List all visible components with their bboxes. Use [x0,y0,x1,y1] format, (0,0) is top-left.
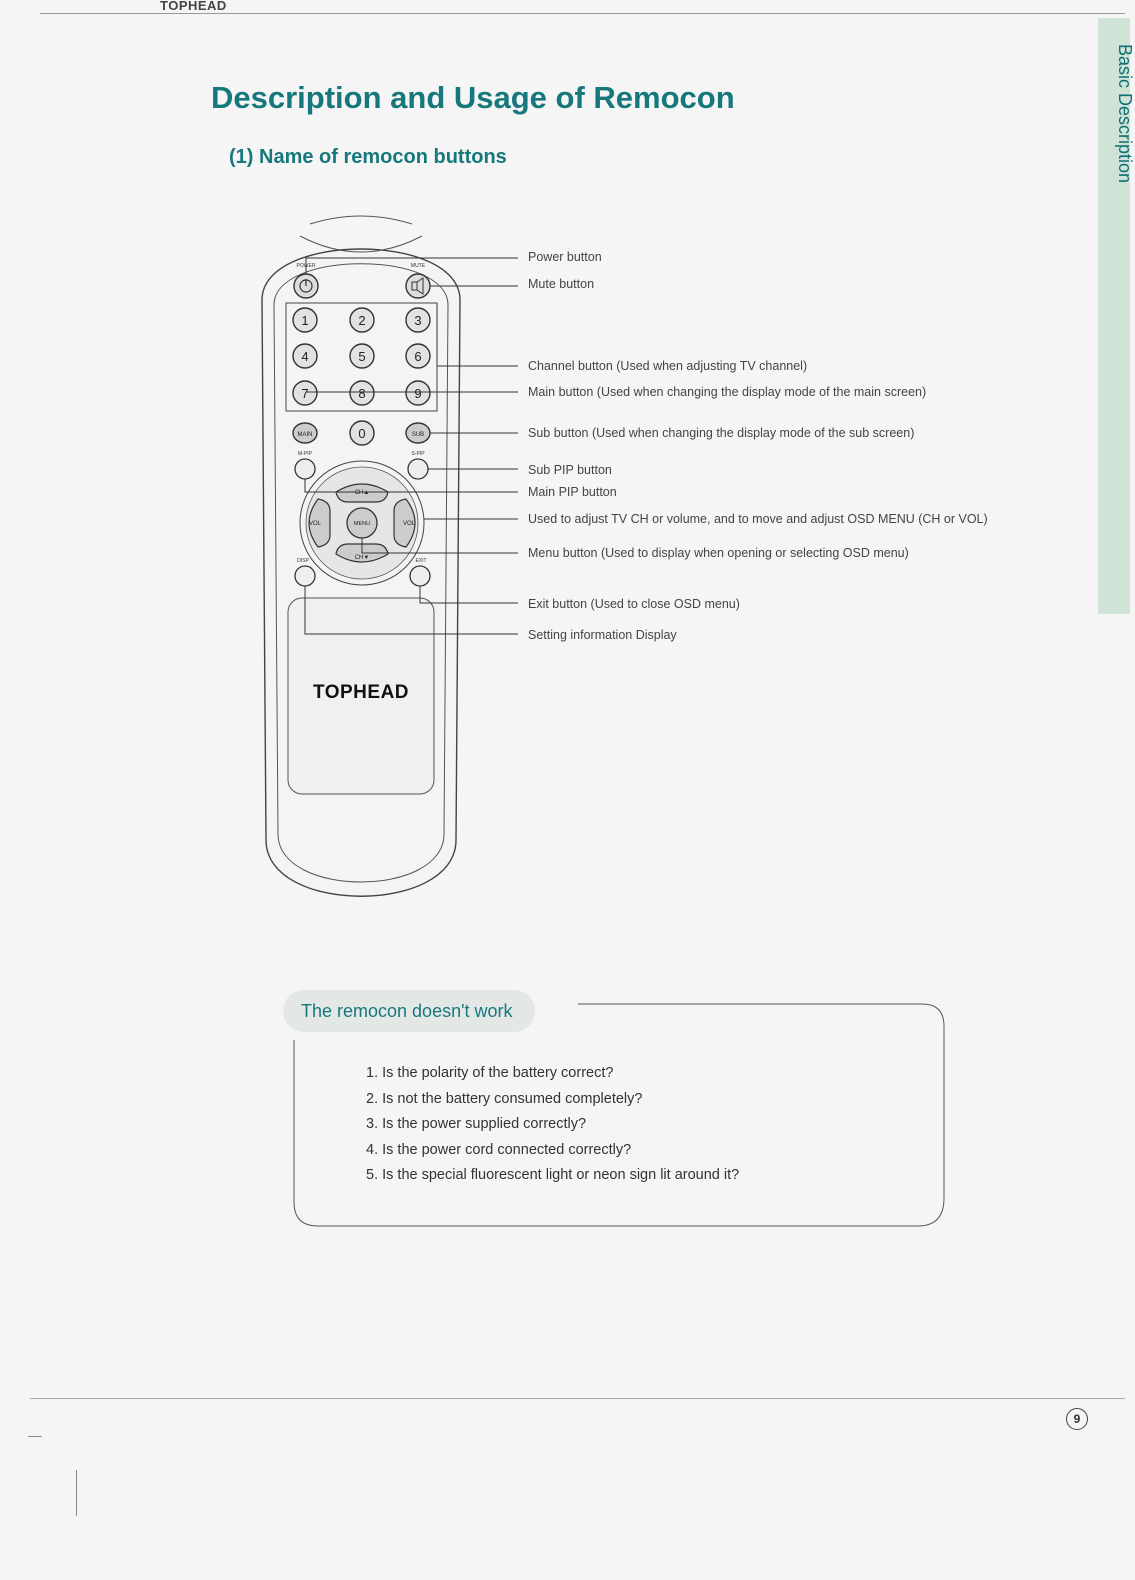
main-button-label: MAIN [297,432,313,438]
vol-right-label: VOL [402,521,416,527]
section-subtitle: (1) Name of remocon buttons [229,146,507,168]
trouble-list [366,1065,739,1193]
menu-button-description: Menu button (Used to display when opening or selecting OSD menu) [528,546,909,560]
exit-button-description: Exit button (Used to close OSD menu) [528,597,740,611]
sub-button-description: Sub button (Used when changing the display mode of the sub screen) [528,426,915,440]
m-pip-small-label: M-PIP [298,451,312,457]
digit-label: 3 [414,313,422,328]
main-button-description: Main button (Used when changing the display mode of the main screen) [528,385,927,399]
margin-mark [28,1436,42,1437]
mute-small-label: MUTE [410,263,426,269]
power-button-label: Power button [528,250,602,264]
side-tab [1098,18,1135,614]
digit-label: 9 [414,386,422,401]
side-tab-label: Basic Description [1115,44,1135,184]
remote-brand-logo: TOPHEAD [312,682,410,703]
digit-label: 6 [414,349,422,364]
page-title: Description and Usage of Remocon [211,80,735,115]
list-item: 5. Is the special fluorescent light or neon sign lit around it? [366,1167,740,1183]
sub-pip-button-label: Sub PIP button [528,463,612,477]
digit-label: 1 [301,313,309,328]
digit-label: 0 [358,426,366,441]
s-pip-small-label: S-PIP [411,451,425,457]
vol-left-label: VOL [308,521,322,527]
main-pip-button-label: Main PIP button [528,485,617,499]
sub-button-label: SUB [411,432,425,438]
disp-small-label: DISP [297,558,309,564]
list-item: 3. Is the power supplied correctly? [366,1116,587,1132]
margin-mark [76,1470,77,1516]
digit-label: 2 [358,313,366,328]
footer-rule [30,1398,1125,1399]
power-small-label: POWER [296,263,316,269]
direction-pad-label: Used to adjust TV CH or volume, and to move and adjust OSD MENU (CH or VOL) [528,512,988,526]
digit-label: 4 [301,349,309,364]
trouble-title: The remocon doesn't work [283,990,535,1032]
page-number: 9 [1066,1408,1088,1430]
list-item: 1. Is the polarity of the battery correct? [366,1065,614,1081]
ch-up-label: CH▲ [354,490,370,496]
digit-label: 7 [301,386,309,401]
menu-button-label: MENU [353,521,371,527]
header-brand-logo: TOPHEAD [160,0,231,13]
list-item: 2. Is not the battery consumed completely? [366,1090,643,1107]
ch-down-label: CH▼ [354,555,370,561]
list-item: 4. Is the power cord connected correctly? [366,1141,632,1158]
digit-label: 5 [358,349,366,364]
channel-button-label: Channel button (Used when adjusting TV channel) [528,359,808,373]
disp-button-description: Setting information Display [528,628,677,642]
mute-button-label: Mute button [528,277,595,291]
exit-small-label: EXIT [415,558,427,564]
digit-label: 8 [358,386,366,401]
